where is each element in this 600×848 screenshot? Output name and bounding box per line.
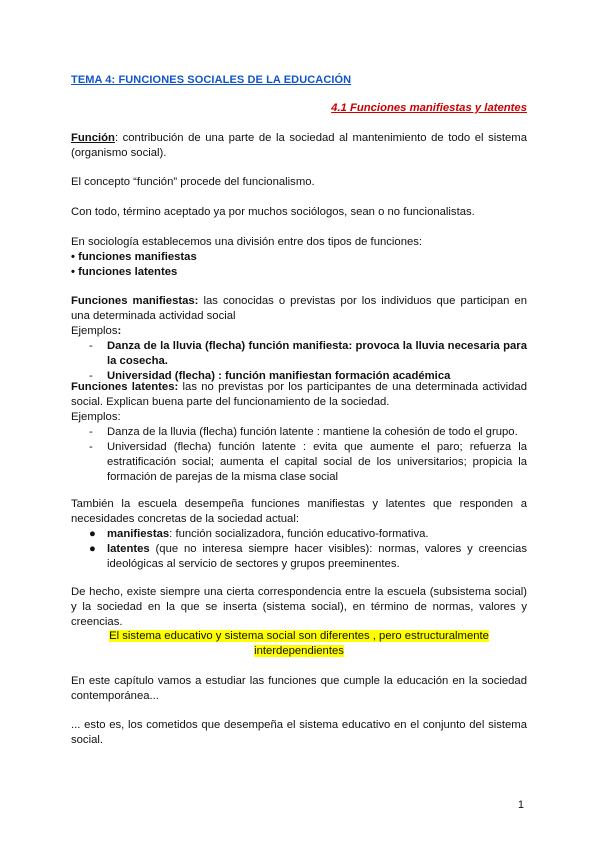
list-item: - Danza de la lluvia (flecha) función latente : mantiene la cohesión de todo el grupo. (89, 426, 518, 438)
manifiestas-definition (71, 294, 527, 324)
division-intro: En sociología establecemos una división entre dos tipos de funciones: (71, 236, 423, 248)
list-item: - Danza de la lluvia (flecha) función manifiesta: provoca la lluvia necesaria para la cosecha. (89, 340, 527, 367)
escuela-intro: También la escuela desempeña funciones manifiestas y latentes que responden a necesidades concretas de la sociedad actual: (71, 498, 527, 525)
manifiestas-section (71, 294, 527, 384)
list-item: - Universidad (flecha) función latente : evita que aumente el paro; refuerza la estratificación social; aumenta el capital social de los universitarios; propicia la formación de parejas de la misma clase social (89, 441, 527, 483)
paragraph-division (71, 235, 527, 280)
paragraph-con-todo: Con todo, término aceptado ya por muchos sociólogos, sean o no funcionalistas. (71, 206, 475, 218)
paragraph-correspondencia: De hecho, existe siempre una cierta correspondencia entre la escuela (subsistema social) y la sociedad en la que se inserta (sistema social), en término de normas, valores y creencias. (71, 586, 527, 628)
section-subtitle: 4.1 Funciones manifiestas y latentes (331, 102, 527, 114)
funcion-definition (71, 131, 527, 161)
list-item: ● latentes (que no interesa siempre hacer visibles): normas, valores y creencias ideológicas al servicio de sectores y grupos preeminentes. (89, 543, 527, 570)
list-item: - Universidad (flecha) : función manifiestan formación académica (89, 370, 451, 382)
escuela-section (71, 497, 527, 572)
paragraph-capitulo: En este capítulo vamos a estudiar las funciones que cumple la educación en la sociedad contemporánea... (71, 675, 527, 702)
funcion-term: Función (71, 132, 115, 144)
funcion-text: : contribución de una parte de la sociedad al mantenimiento de todo el sistema (organismo social). (71, 132, 527, 159)
highlight-line-1: El sistema educativo y sistema social son diferentes , pero estructuralmente (109, 630, 489, 642)
paragraph-concepto: El concepto “función” procede del funcionalismo. (71, 176, 315, 188)
paragraph-cometidos: ... esto es, los cometidos que desempeña el sistema educativo en el conjunto del sistema social. (71, 719, 527, 746)
latentes-term: Funciones latentes: (71, 381, 179, 393)
division-item-latentes: • funciones latentes (71, 266, 178, 278)
manifiestas-term: Funciones manifiestas: (71, 295, 199, 307)
latentes-ejemplos-label: Ejemplos: (71, 411, 121, 423)
latentes-text: las no previstas por los participantes de una determinada actividad social. Explican buena parte del funcionamiento de la sociedad. (71, 381, 528, 408)
latentes-section (71, 380, 527, 485)
page-number: 1 (517, 799, 524, 811)
manifiestas-ejemplos-label: Ejemplos: (71, 325, 122, 337)
latentes-definition (71, 380, 527, 410)
highlighted-statement (71, 629, 527, 659)
document-title: TEMA 4: FUNCIONES SOCIALES DE LA EDUCACIÓN (71, 74, 352, 86)
manifiestas-text: las conocidas o previstas por los individuos que participan en una determinada actividad social (71, 295, 527, 322)
highlight-line-2: interdependientes (254, 645, 344, 657)
division-item-manifiestas: • funciones manifiestas (71, 251, 197, 263)
list-item: ● manifiestas: función socializadora, función educativo-formativa. (89, 528, 429, 540)
